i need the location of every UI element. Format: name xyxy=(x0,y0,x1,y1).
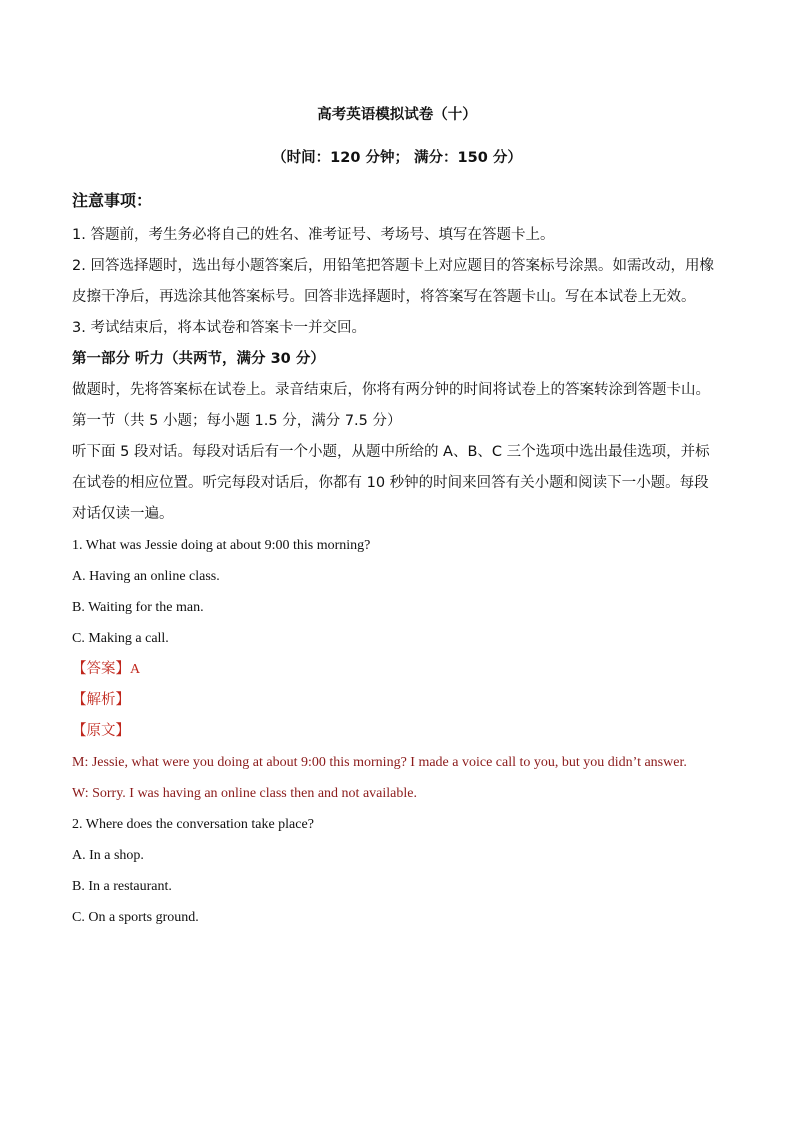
notice-item-1: 1. 答题前，考生务必将自己的姓名、准考证号、考场号、填写在答题卡上。 xyxy=(72,227,555,243)
question-1-option-b: B. Waiting for the man. xyxy=(72,600,204,615)
notice-item-3: 3. 考试结束后，将本试卷和答案卡一并交回。 xyxy=(72,320,366,336)
notice-heading: 注意事项： xyxy=(72,191,153,210)
exam-subtitle: （时间：120 分钟； 满分：150 分） xyxy=(272,150,522,166)
notice-item-2: 2. 回答选择题时，选出每小题答案后，用铅笔把答题卡上对应题目的答案标号涂黑。如需改动，用橡皮擦干净后，再选涂其他答案标号。回答非选择题时，将答案写在答题卡山。写在本试卷上无效。 xyxy=(72,258,714,305)
answer-label: 【答案】 xyxy=(72,661,130,677)
question-1-option-c: C. Making a call. xyxy=(72,631,169,646)
question-2-stem: 2. Where does the conversation take place? xyxy=(72,817,314,832)
part1-instruction: 做题时，先将答案标在试卷上。录音结束后，你将有两分钟的时间将试卷上的答案转涂到答题卡山。 xyxy=(72,382,710,398)
document-body xyxy=(72,185,722,933)
original-label: 【原文】 xyxy=(72,723,130,739)
section1-instruction: 听下面 5 段对话。每段对话后有一个小题，从题中所给的 A、B、C 三个选项中选出最佳选项，并标在试卷的相应位置。听完每段对话后，你都有 10 秒钟的时间来回答有关小题和阅读下一小题。每段对话仅读一遍。 xyxy=(72,444,710,522)
answer-value: A xyxy=(130,662,141,677)
question-2-option-a: A. In a shop. xyxy=(72,848,144,863)
question-1-option-a: A. Having an online class. xyxy=(72,569,220,584)
transcript-line-1: M: Jessie, what were you doing at about 9:00 this morning? I made a voice call to you, but you didn’t answer. xyxy=(72,755,687,770)
exam-title: 高考英语模拟试卷（十） xyxy=(317,107,477,123)
question-2-option-b: B. In a restaurant. xyxy=(72,879,172,894)
answer-line xyxy=(72,654,722,685)
part1-heading: 第一部分 听力（共两节，满分 30 分） xyxy=(72,351,325,367)
question-2-option-c: C. On a sports ground. xyxy=(72,910,199,925)
section1-heading: 第一节（共 5 小题；每小题 1.5 分，满分 7.5 分） xyxy=(72,413,402,429)
analysis-label: 【解析】 xyxy=(72,692,130,708)
transcript-line-2: W: Sorry. I was having an online class then and not available. xyxy=(72,786,417,801)
question-1-stem: 1. What was Jessie doing at about 9:00 this morning? xyxy=(72,538,371,553)
